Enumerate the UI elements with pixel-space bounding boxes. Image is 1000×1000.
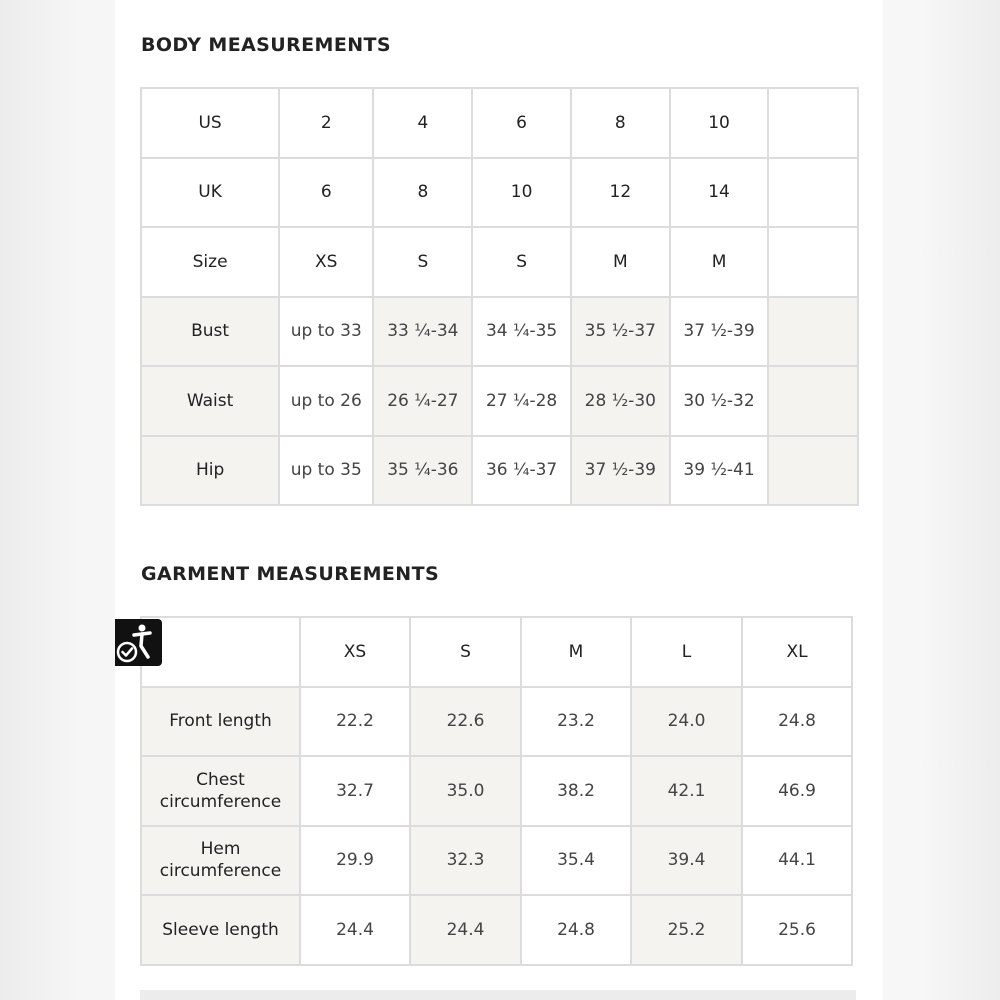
column-header: M [521,617,631,687]
table-cell: 14 [670,158,768,228]
row-label: Sleeve length [141,895,300,965]
table-cell-overflow [768,227,858,297]
table-cell: 24.4 [410,895,521,965]
garment-measurements-table [140,616,853,966]
table-cell: 37 ½-39 [571,436,670,506]
column-header: XS [300,617,410,687]
table-cell-overflow [768,436,858,506]
next-section-edge [140,990,856,1000]
table-cell: 22.6 [410,687,521,757]
table-cell: 25.6 [742,895,852,965]
table-cell: 24.4 [300,895,410,965]
accessibility-icon [115,619,162,666]
table-cell: 33 ¼-34 [373,297,472,367]
table-cell: 36 ¼-37 [472,436,570,506]
body-measurements-title: BODY MEASUREMENTS [141,34,391,56]
table-cell: 8 [571,88,670,158]
table-row [141,227,858,297]
table-row [141,826,852,896]
table-cell: 2 [279,88,373,158]
table-cell: 27 ¼-28 [472,366,570,436]
row-label: Hip [141,436,279,506]
row-label: Waist [141,366,279,436]
garment-measurements-title: GARMENT MEASUREMENTS [141,563,440,585]
table-cell: 26 ¼-27 [373,366,472,436]
header-corner [141,617,300,687]
row-label: Hem circumference [141,826,300,896]
table-cell: 39 ½-41 [670,436,768,506]
table-row [141,88,858,158]
row-label: Bust [141,297,279,367]
row-label: Size [141,227,279,297]
table-row [141,895,852,965]
table-cell: 6 [279,158,373,228]
table-cell-overflow [768,158,858,228]
table-row [141,366,858,436]
table-cell: 6 [472,88,570,158]
table-cell: 35 ¼-36 [373,436,472,506]
column-header: XL [742,617,852,687]
table-cell: 22.2 [300,687,410,757]
table-cell: 35.4 [521,826,631,896]
table-cell: 28 ½-30 [571,366,670,436]
table-cell: 38.2 [521,756,631,826]
table-cell: 44.1 [742,826,852,896]
table-cell: 10 [472,158,570,228]
table-cell: M [670,227,768,297]
garment-measurements-table-wrapper [140,616,853,966]
table-cell: 29.9 [300,826,410,896]
table-row [141,297,858,367]
table-cell: 10 [670,88,768,158]
accessibility-badge[interactable] [115,619,162,666]
table-cell: S [472,227,570,297]
table-row [141,687,852,757]
table-cell: 24.8 [521,895,631,965]
table-cell-overflow [768,297,858,367]
body-measurements-table [140,87,859,506]
table-row [141,158,858,228]
table-cell: 8 [373,158,472,228]
table-cell: 32.7 [300,756,410,826]
table-cell: 39.4 [631,826,742,896]
table-row [141,436,858,506]
body-measurements-table-wrapper[interactable] [140,87,859,506]
table-cell-overflow [768,88,858,158]
table-cell-overflow [768,366,858,436]
table-cell: 35.0 [410,756,521,826]
table-cell: 12 [571,158,670,228]
table-cell: 25.2 [631,895,742,965]
row-label: Chest circumference [141,756,300,826]
column-header: S [410,617,521,687]
table-row [141,756,852,826]
table-cell: 24.8 [742,687,852,757]
table-cell: 30 ½-32 [670,366,768,436]
row-label: US [141,88,279,158]
table-cell: 46.9 [742,756,852,826]
table-cell: 42.1 [631,756,742,826]
table-cell: 24.0 [631,687,742,757]
table-cell: 34 ¼-35 [472,297,570,367]
table-cell: up to 26 [279,366,373,436]
row-label: UK [141,158,279,228]
table-cell: 32.3 [410,826,521,896]
table-cell: up to 33 [279,297,373,367]
row-label: Front length [141,687,300,757]
column-header: L [631,617,742,687]
table-cell: up to 35 [279,436,373,506]
table-cell: 23.2 [521,687,631,757]
table-cell: 4 [373,88,472,158]
table-cell: S [373,227,472,297]
table-header-row [141,617,852,687]
table-cell: XS [279,227,373,297]
table-cell: 37 ½-39 [670,297,768,367]
table-cell: 35 ½-37 [571,297,670,367]
table-cell: M [571,227,670,297]
